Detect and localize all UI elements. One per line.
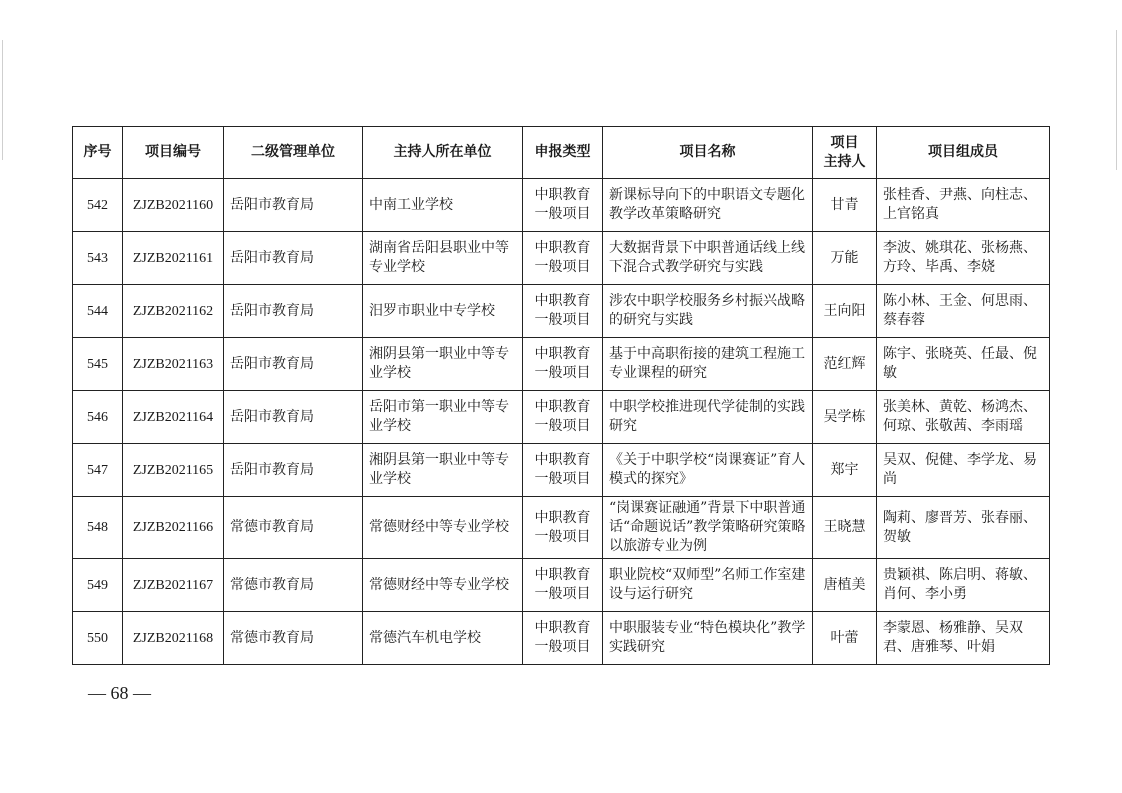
cell-unit: 常德市教育局: [224, 497, 363, 559]
cell-code: ZJZB2021167: [123, 559, 224, 612]
table-row: [73, 338, 1050, 391]
header-leader: [813, 127, 877, 179]
page-number: — 68 —: [88, 683, 151, 703]
cell-unit: 岳阳市教育局: [224, 232, 363, 285]
cell-type: 中职教育一般项目: [523, 612, 603, 665]
cell-host-unit: 常德财经中等专业学校: [363, 559, 523, 612]
cell-code: ZJZB2021160: [123, 179, 224, 232]
cell-host-unit: 湘阴县第一职业中等专业学校: [363, 338, 523, 391]
cell-leader: 王晓慧: [813, 497, 877, 559]
cell-host-unit: 汨罗市职业中专学校: [363, 285, 523, 338]
header-leader-line1: 项目: [830, 134, 859, 151]
header-unit: 二级管理单位: [224, 127, 363, 179]
table-row: [73, 444, 1050, 497]
table-row: [73, 612, 1050, 665]
cell-project-name: 《关于中职学校“岗课赛证”育人模式的探究》: [603, 444, 813, 497]
cell-members: 张桂香、尹燕、向柱志、上官铭真: [877, 179, 1050, 232]
cell-code: ZJZB2021166: [123, 497, 224, 559]
cell-project-name: 中职服装专业“特色模块化”教学实践研究: [603, 612, 813, 665]
cell-host-unit: 中南工业学校: [363, 179, 523, 232]
cell-leader: 范红辉: [813, 338, 877, 391]
cell-members: 陈小林、王金、何思雨、蔡春蓉: [877, 285, 1050, 338]
right-scan-edge: [1116, 30, 1117, 170]
cell-index: 545: [73, 338, 123, 391]
cell-type: 中职教育一般项目: [523, 232, 603, 285]
cell-unit: 岳阳市教育局: [224, 444, 363, 497]
cell-index: 549: [73, 559, 123, 612]
cell-index: 546: [73, 391, 123, 444]
cell-code: ZJZB2021168: [123, 612, 224, 665]
cell-host-unit: 常德财经中等专业学校: [363, 497, 523, 559]
cell-unit: 岳阳市教育局: [224, 179, 363, 232]
cell-project-name: 中职学校推进现代学徒制的实践研究: [603, 391, 813, 444]
cell-members: 贵颖祺、陈启明、蒋敏、肖何、李小勇: [877, 559, 1050, 612]
cell-project-name: 基于中高职衔接的建筑工程施工专业课程的研究: [603, 338, 813, 391]
table-row: [73, 179, 1050, 232]
cell-members: 吴双、倪健、李学龙、易尚: [877, 444, 1050, 497]
cell-host-unit: 湖南省岳阳县职业中等专业学校: [363, 232, 523, 285]
cell-unit: 岳阳市教育局: [224, 391, 363, 444]
table-row: [73, 391, 1050, 444]
cell-members: 李蒙恩、杨雅静、吴双君、唐雅琴、叶娟: [877, 612, 1050, 665]
cell-code: ZJZB2021163: [123, 338, 224, 391]
cell-project-name: 新课标导向下的中职语文专题化教学改革策略研究: [603, 179, 813, 232]
cell-leader: 吴学栋: [813, 391, 877, 444]
cell-project-name: 职业院校“双师型”名师工作室建设与运行研究: [603, 559, 813, 612]
cell-code: ZJZB2021162: [123, 285, 224, 338]
cell-index: 550: [73, 612, 123, 665]
header-host-unit: 主持人所在单位: [363, 127, 523, 179]
cell-leader: 万能: [813, 232, 877, 285]
cell-project-name: 大数据背景下中职普通话线上线下混合式教学研究与实践: [603, 232, 813, 285]
cell-type: 中职教育一般项目: [523, 179, 603, 232]
header-type: 申报类型: [523, 127, 603, 179]
table-row: [73, 497, 1050, 559]
cell-type: 中职教育一般项目: [523, 444, 603, 497]
left-scan-edge: [2, 40, 3, 160]
cell-unit: 岳阳市教育局: [224, 338, 363, 391]
cell-host-unit: 岳阳市第一职业中等专业学校: [363, 391, 523, 444]
cell-index: 544: [73, 285, 123, 338]
cell-index: 542: [73, 179, 123, 232]
cell-unit: 常德市教育局: [224, 612, 363, 665]
cell-project-name: 涉农中职学校服务乡村振兴战略的研究与实践: [603, 285, 813, 338]
cell-code: ZJZB2021164: [123, 391, 224, 444]
cell-leader: 甘青: [813, 179, 877, 232]
cell-index: 547: [73, 444, 123, 497]
cell-index: 548: [73, 497, 123, 559]
table-body: [73, 179, 1050, 665]
cell-type: 中职教育一般项目: [523, 338, 603, 391]
table-row: [73, 559, 1050, 612]
header-leader-line2: 主持人: [823, 153, 866, 170]
cell-leader: 叶蕾: [813, 612, 877, 665]
cell-type: 中职教育一般项目: [523, 497, 603, 559]
cell-members: 陶莉、廖晋芳、张春丽、贺敏: [877, 497, 1050, 559]
cell-leader: 唐植美: [813, 559, 877, 612]
header-members: 项目组成员: [877, 127, 1050, 179]
cell-host-unit: 湘阴县第一职业中等专业学校: [363, 444, 523, 497]
cell-members: 陈宇、张晓英、任最、倪敏: [877, 338, 1050, 391]
table-header-row: [73, 127, 1050, 179]
cell-type: 中职教育一般项目: [523, 285, 603, 338]
cell-code: ZJZB2021165: [123, 444, 224, 497]
table-row: [73, 232, 1050, 285]
cell-leader: 郑宇: [813, 444, 877, 497]
cell-type: 中职教育一般项目: [523, 559, 603, 612]
cell-unit: 岳阳市教育局: [224, 285, 363, 338]
cell-type: 中职教育一般项目: [523, 391, 603, 444]
cell-index: 543: [73, 232, 123, 285]
cell-leader: 王向阳: [813, 285, 877, 338]
header-code: 项目编号: [123, 127, 224, 179]
cell-host-unit: 常德汽车机电学校: [363, 612, 523, 665]
header-name: 项目名称: [603, 127, 813, 179]
project-table: [72, 126, 1050, 665]
cell-members: 张美林、黄乾、杨鸿杰、何琼、张敬茜、李雨瑶: [877, 391, 1050, 444]
header-index: 序号: [73, 127, 123, 179]
cell-project-name: “岗课赛证融通”背景下中职普通话“命题说话”教学策略研究策略以旅游专业为例: [603, 497, 813, 559]
cell-unit: 常德市教育局: [224, 559, 363, 612]
cell-members: 李波、姚琪花、张杨燕、方玲、毕禹、李娆: [877, 232, 1050, 285]
cell-code: ZJZB2021161: [123, 232, 224, 285]
table-row: [73, 285, 1050, 338]
